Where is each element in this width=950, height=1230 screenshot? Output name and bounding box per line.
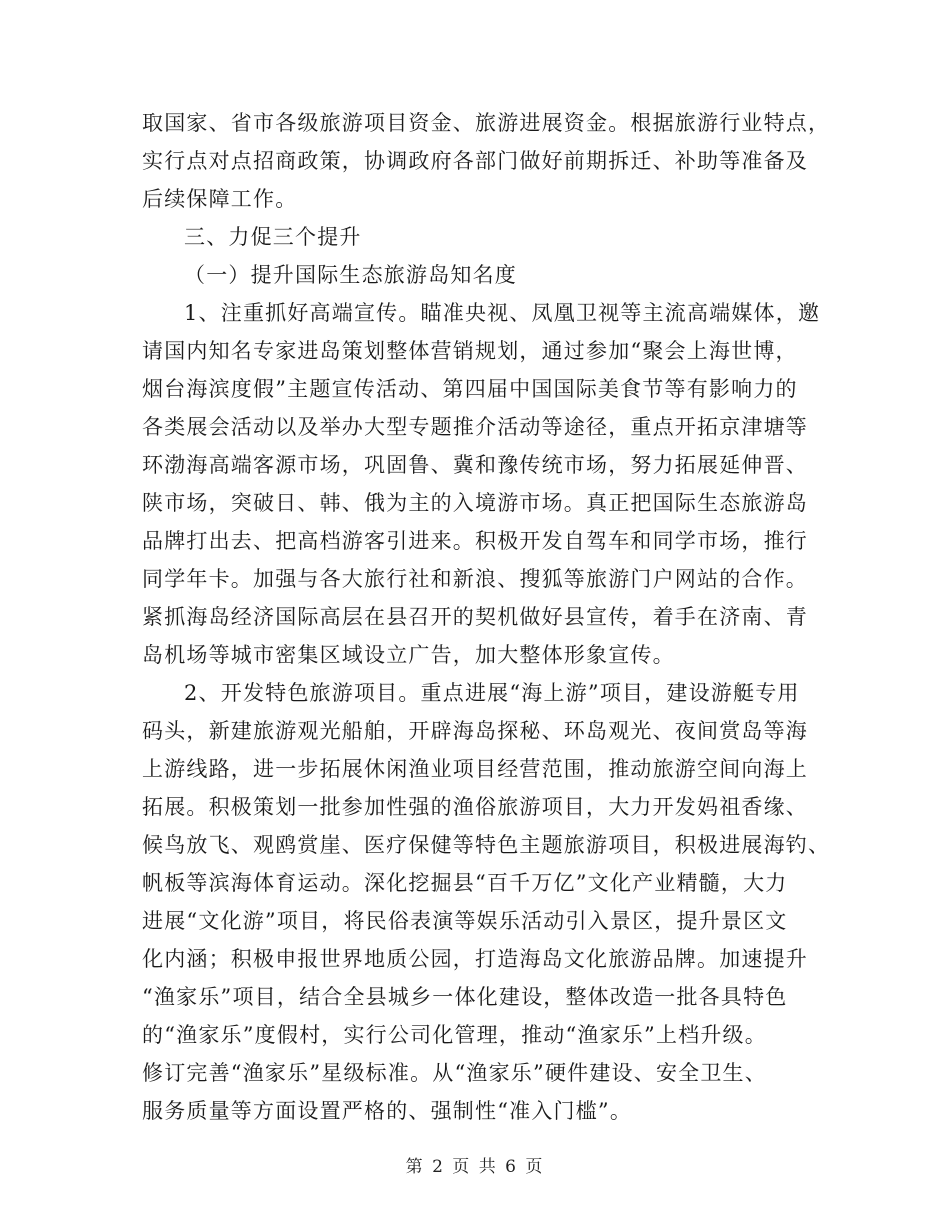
text-line: 请国内知名专家进岛策划整体营销规划，通过参加“聚会上海世博， [142, 339, 798, 363]
text-line: 后续保障工作。 [142, 187, 298, 211]
text-line: 岛机场等城市密集区域设立广告，加大整体形象宣传。 [142, 643, 675, 667]
text-line: 修订完善“渔家乐”星级标准。从“渔家乐”硬件建设、安全卫生、 [142, 1061, 767, 1085]
text-line: 进展“文化游”项目，将民俗表演等娱乐活动引入景区，提升景区文 [142, 909, 788, 933]
text-line: 化内涵；积极申报世界地质公园，打造海岛文化旅游品牌。加速提升 [142, 947, 808, 971]
text-line: 品牌打出去、把高档游客引进来。积极开发自驾车和同学市场，推行 [142, 529, 808, 553]
text-line: 2、开发特色旅游项目。重点进展“海上游”项目，建设游艇专用 [184, 681, 800, 705]
text-line: 陕市场，突破日、韩、俄为主的入境游市场。真正把国际生态旅游岛 [142, 491, 808, 515]
text-line: 实行点对点招商政策，协调政府各部门做好前期拆迁、补助等准备及 [142, 149, 808, 173]
text-line: 服务质量等方面设置严格的、强制性“准入门槛”。 [142, 1099, 633, 1123]
subsection-heading: （一）提升国际生态旅游岛知名度 [184, 263, 517, 287]
text-line: 拓展。积极策划一批参加性强的渔俗旅游项目，大力开发妈祖香缘、 [142, 795, 808, 819]
text-line: 帆板等滨海体育运动。深化挖掘县“百千万亿”文化产业精髓，大力 [142, 871, 788, 895]
text-line: 码头，新建旅游观光船舶，开辟海岛探秘、环岛观光、夜间赏岛等海 [142, 719, 808, 743]
text-line: 烟台海滨度假”主题宣传活动、第四届中国国际美食节等有影响力的 [142, 377, 798, 401]
text-line: “渔家乐”项目，结合全县城乡一体化建设，整体改造一批各具特色 [142, 985, 788, 1009]
text-line: 上游线路，进一步拓展休闲渔业项目经营范围，推动旅游空间向海上 [142, 757, 808, 781]
text-line: 各类展会活动以及举办大型专题推介活动等途径，重点开拓京津塘等 [142, 415, 808, 439]
page-number-footer: 第 2 页 共 6 页 [405, 1157, 545, 1177]
text-line: 取国家、省市各级旅游项目资金、旅游进展资金。根据旅游行业特点， [142, 111, 831, 135]
text-line: 环渤海高端客源市场，巩固鲁、冀和豫传统市场，努力拓展延伸晋、 [142, 453, 808, 477]
text-line: 的“渔家乐”度假村，实行公司化管理，推动“渔家乐”上档升级。 [142, 1023, 767, 1047]
section-heading: 三、力促三个提升 [184, 225, 362, 249]
text-line: 候鸟放飞、观鸥赏崖、医疗保健等特色主题旅游项目，积极进展海钓、 [142, 833, 831, 857]
text-line: 紧抓海岛经济国际高层在县召开的契机做好县宣传，着手在济南、青 [142, 605, 808, 629]
text-line: 同学年卡。加强与各大旅行社和新浪、搜狐等旅游门户网站的合作。 [142, 567, 808, 591]
text-line: 1、注重抓好高端宣传。瞄准央视、凤凰卫视等主流高端媒体，邀 [184, 301, 821, 325]
